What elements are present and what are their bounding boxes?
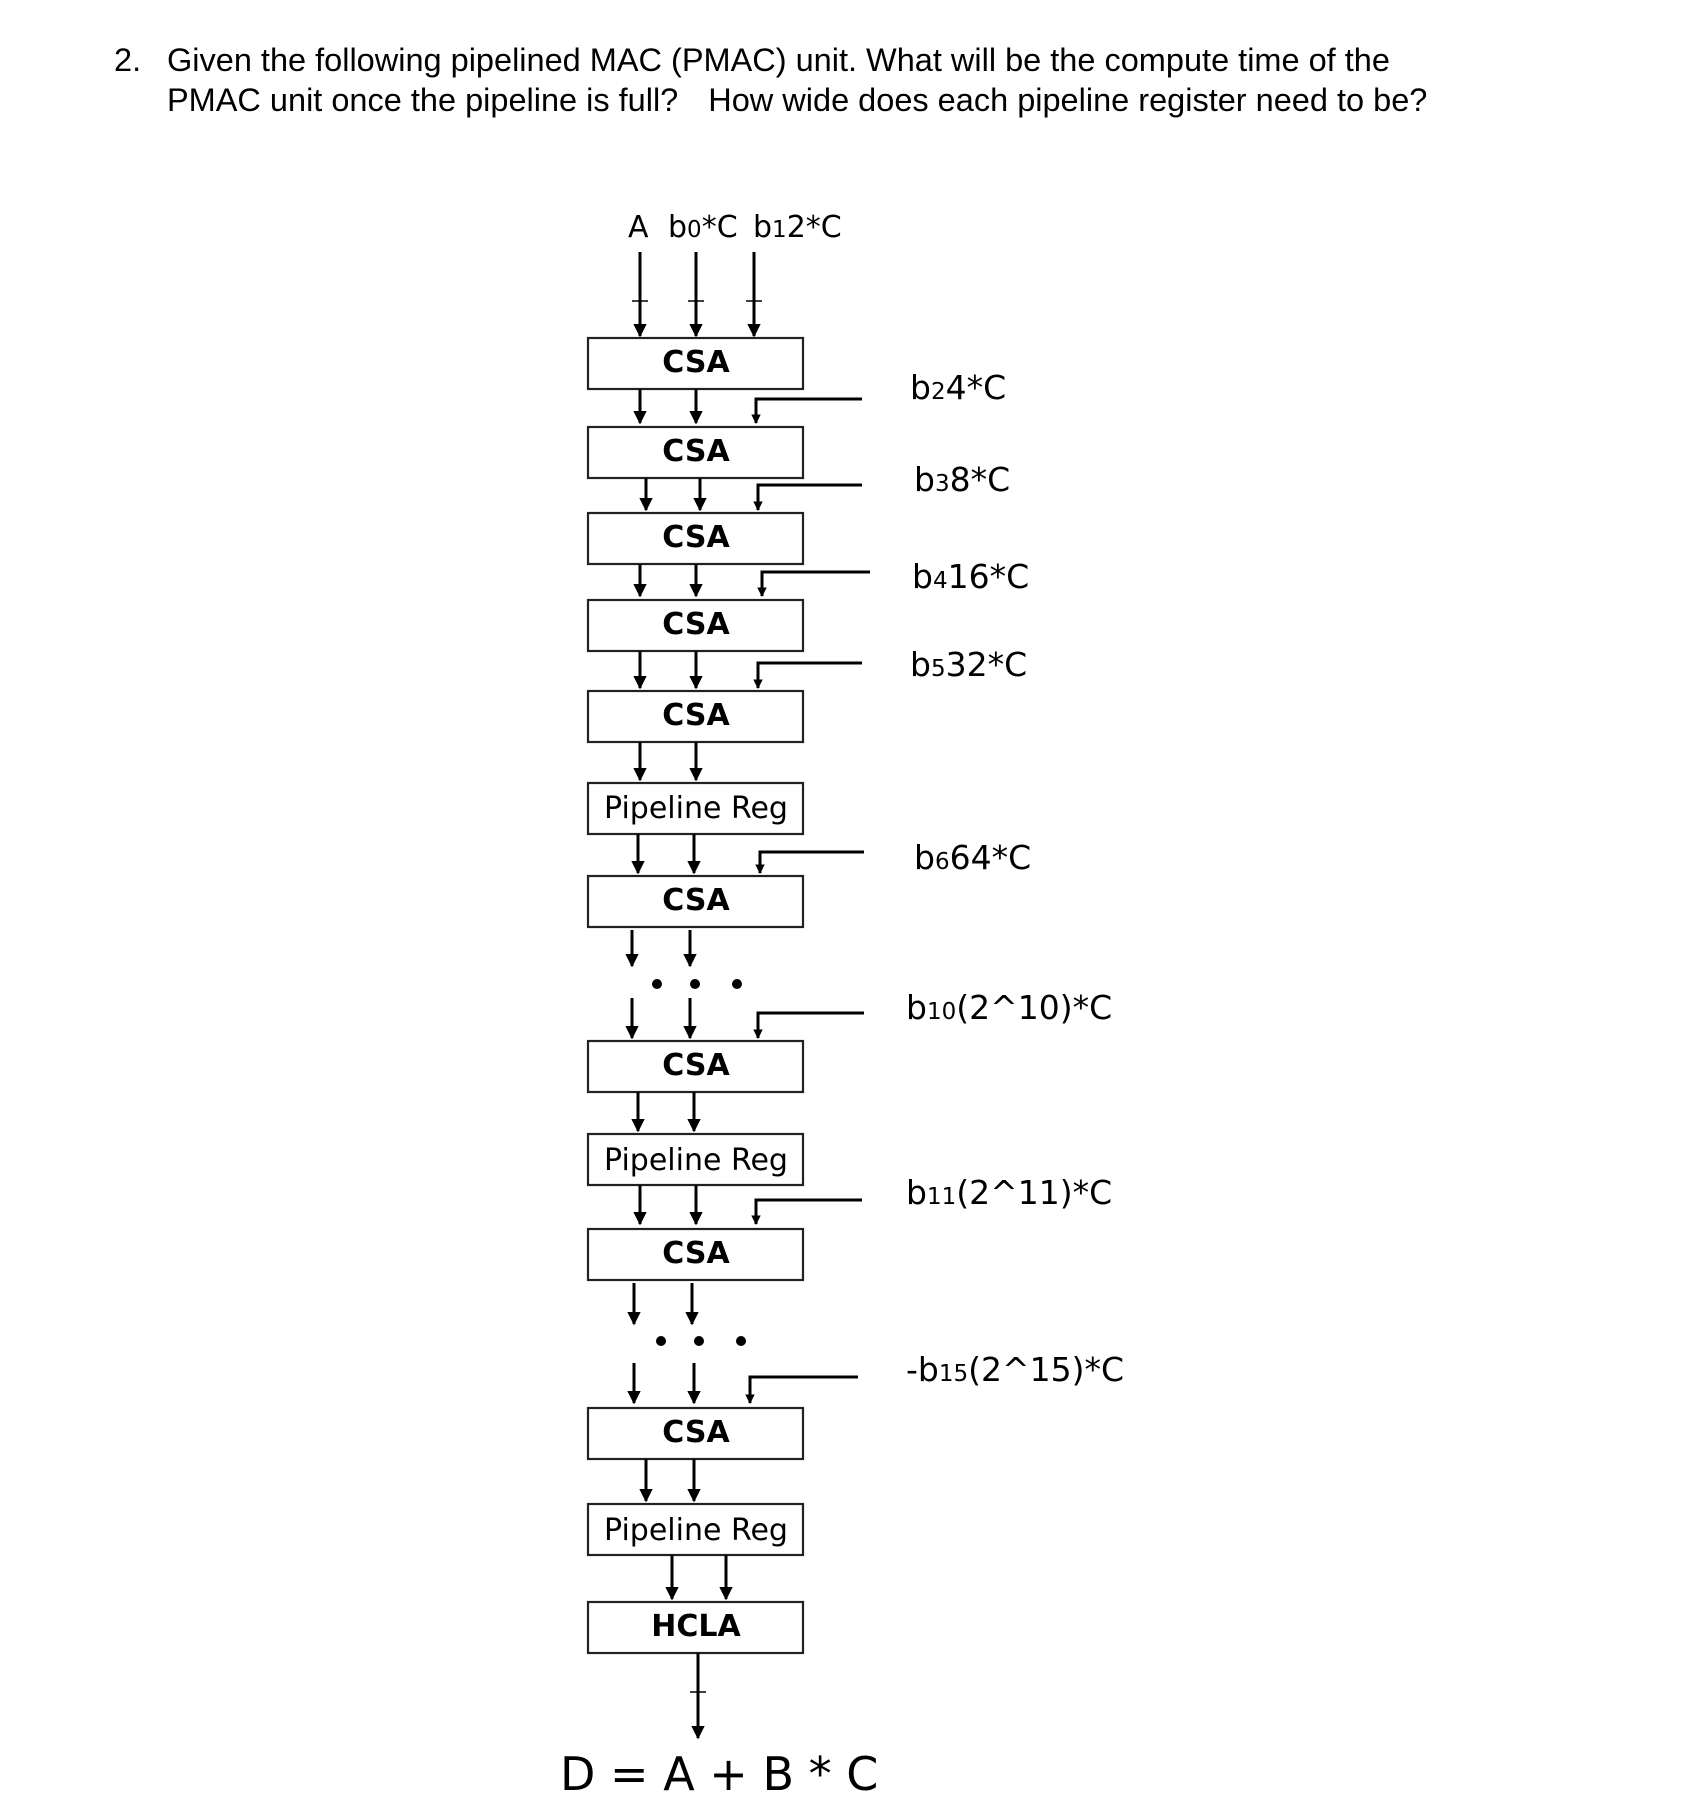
- question-line-2a: PMAC unit once the pipeline is full?: [167, 82, 679, 118]
- stage-arrows-11: [634, 1283, 692, 1324]
- hcla-label: HCLA: [651, 1609, 741, 1644]
- input-arrows: [632, 252, 762, 336]
- csa-label-1: CSA: [662, 345, 730, 380]
- csa-label-4: CSA: [662, 607, 730, 642]
- stage-arrows-5: [640, 742, 696, 780]
- side-input-b15: -b15(2^15)*C: [906, 1350, 1125, 1389]
- stage-arrows-13: [646, 1459, 694, 1501]
- stage-arrows-8: [632, 998, 864, 1038]
- side-input-b4: b416*C: [912, 557, 1030, 596]
- side-input-b11: b11(2^11)*C: [906, 1173, 1113, 1212]
- csa-label-6: CSA: [662, 883, 730, 918]
- question-number: 2.: [114, 42, 142, 78]
- input-b1c-label: b12*C: [753, 210, 842, 245]
- question-line-2b: How wide does each pipeline register need to be?: [708, 82, 1428, 118]
- pipeline-reg-label-2: Pipeline Reg: [604, 1143, 788, 1178]
- csa-label-3: CSA: [662, 520, 730, 555]
- side-input-b5: b532*C: [910, 645, 1028, 684]
- csa-label-7: CSA: [662, 1048, 730, 1083]
- stage-arrows-7: [632, 930, 690, 966]
- stage-arrows-12: [634, 1363, 858, 1403]
- side-input-b6: b664*C: [914, 838, 1032, 877]
- side-input-b2: b24*C: [910, 368, 1007, 407]
- stage-arrows-6: [638, 834, 864, 873]
- csa-label-5: CSA: [662, 698, 730, 733]
- stage-arrows-1: [640, 389, 862, 423]
- pipeline-reg-label-3: Pipeline Reg: [604, 1513, 788, 1548]
- ellipsis-dots-2: [656, 1336, 746, 1346]
- stage-arrows-10: [640, 1185, 862, 1224]
- stage-arrows-3: [640, 564, 870, 596]
- question-line-1: Given the following pipelined MAC (PMAC) unit. What will be the compute time of the: [167, 42, 1390, 78]
- side-input-b10: b10(2^10)*C: [906, 988, 1113, 1027]
- stage-arrows-14: [672, 1555, 726, 1599]
- csa-label-2: CSA: [662, 434, 730, 469]
- output-arrow: [690, 1653, 706, 1738]
- pipeline-reg-label-1: Pipeline Reg: [604, 791, 788, 826]
- ellipsis-dots-1: [652, 979, 742, 989]
- input-b0c-label: b0*C: [668, 210, 738, 245]
- side-input-b3: b38*C: [914, 460, 1011, 499]
- stage-arrows-2: [646, 478, 862, 510]
- stage-arrows-9: [638, 1092, 694, 1131]
- input-a-label: A: [628, 210, 649, 245]
- csa-label-8: CSA: [662, 1236, 730, 1271]
- csa-label-9: CSA: [662, 1415, 730, 1450]
- output-equation: D = A + B * C: [560, 1747, 879, 1800]
- stage-arrows-4: [640, 651, 862, 688]
